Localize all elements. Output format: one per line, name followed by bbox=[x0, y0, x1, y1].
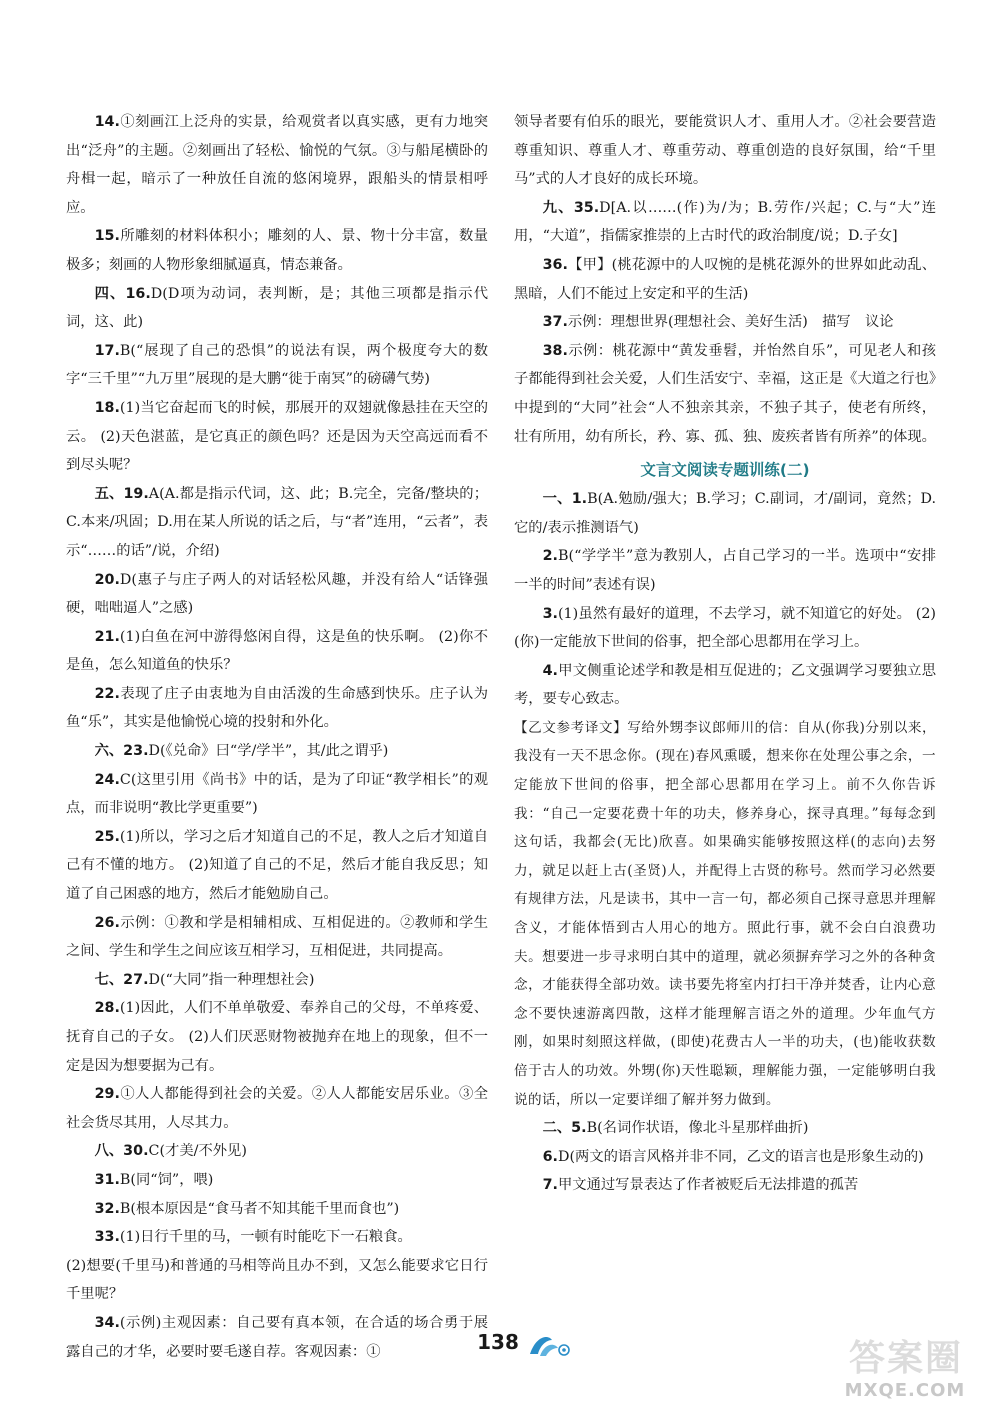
question-number: 22. bbox=[94, 685, 120, 702]
left-answer-item bbox=[66, 966, 488, 995]
reference-translation: 【乙文参考译文】写给外甥李议郎师川的信：自从(你我)分别以来，我没有一天不思念你。(现在)春风熏暖，想来你在处理公事之余，一定能放下世间的俗事，把全部心思都用在学习上。前不久你告诉我：“自己一定要花费十年的功夫，修养身心，探寻真理。”每每念到这句话，我都会(无比)欣喜。如果确实能够按照这样(的志向)去努力，就足以赶上古(圣贤)人，并配得上古贤的称号。然而学习必然要有规律方法，凡是读书，其中一言一句，都必须自己探寻意思并理解含义，才能体悟到古人用心的地方。照此行事，就不会白白浪费功夫。想要进一步寻求明白其中的道理，就必须摒弃学习之外的各种贪念，才能获得全部功效。读书要先将室内打扫干净并焚香，让内心意念不要快速游离四散，这样才能理解言语之外的道理。少年血气方刚，如果时刻照这样做，(即使)花费古人一半的功夫，(也)能收获数倍于古人的功效。外甥(你)天性聪颖，理解能力强，一定能够明白我说的话，所以一定要详细了解并努力做到。 bbox=[514, 719, 936, 1108]
left-column bbox=[66, 108, 488, 1366]
question-number: 九、35. bbox=[542, 199, 600, 216]
question-number: 17. bbox=[94, 342, 120, 359]
question-number: 38. bbox=[542, 342, 568, 359]
left-answer-item bbox=[66, 1252, 488, 1309]
right-answer-item bbox=[514, 600, 936, 657]
answer-text: C(才美/不外见) bbox=[148, 1143, 247, 1160]
question-number: 四、16. bbox=[94, 285, 151, 302]
question-number: 3. bbox=[542, 605, 558, 622]
question-number: 25. bbox=[94, 828, 120, 845]
left-answer-item bbox=[66, 222, 488, 279]
question-number: 18. bbox=[94, 399, 120, 416]
watermark-logo: 答案圈 bbox=[848, 1338, 963, 1379]
right-answer-item bbox=[514, 1143, 936, 1172]
answer-text: B(同“饲”，喂) bbox=[119, 1171, 214, 1188]
answer-text: ①刻画江上泛舟的实景，给观赏者以真实感，更有力地突出“泛舟”的主题。②刻画出了轻松、愉悦的气氛。③与船尾横卧的舟楫一起，暗示了一种放任自流的悠闲境界，跟船头的情景相呼应。 bbox=[66, 114, 488, 216]
right-column-end bbox=[514, 1114, 936, 1200]
left-answer-item bbox=[66, 108, 488, 222]
question-number: 14. bbox=[94, 114, 120, 130]
question-number: 6. bbox=[542, 1148, 558, 1165]
answer-text: D(惠子与庄子两人的对话轻松风趣，并没有给人“话锋强硬，咄咄逼人”之感) bbox=[66, 571, 488, 617]
right-answer-item bbox=[514, 251, 936, 308]
right-answer-item bbox=[514, 542, 936, 599]
question-number: 七、27. bbox=[94, 971, 149, 988]
right-column-bottom bbox=[514, 485, 936, 714]
answer-text: D(两文的语言风格并非不同，乙文的语言也是形象生动的) bbox=[557, 1148, 924, 1165]
question-number: 33. bbox=[94, 1229, 120, 1246]
question-number: 28. bbox=[94, 1000, 120, 1017]
question-number: 20. bbox=[94, 571, 120, 588]
question-number: 4. bbox=[542, 662, 558, 679]
answer-text: (1)虽然有最好的道理，不去学习，就不知道它的好处。 (2)(你)一定能放下世间的俗事，把全部心思都用在学习上。 bbox=[514, 605, 936, 651]
answer-text: B(“学学半”意为教别人，占自己学习的一半。选项中“安排一半的时间”表述有误) bbox=[514, 548, 936, 593]
question-number: 31. bbox=[94, 1171, 120, 1188]
answer-text: ①人人都能得到社会的关爱。②人人都能安居乐业。③全社会货尽其用，人尽其力。 bbox=[66, 1086, 488, 1131]
right-column bbox=[514, 108, 936, 1200]
answer-text: (1)所以，学习之后才知道自己的不足，教人之后才知道自己有不懂的地方。 (2)知道了自己的不足，然后才能自我反思；知道了自己困惑的地方，然后才能勉励自己。 bbox=[66, 828, 488, 903]
left-answer-item bbox=[66, 1223, 488, 1252]
right-answer-item bbox=[514, 485, 936, 542]
left-answer-item bbox=[66, 823, 488, 909]
answer-text: 表现了庄子由衷地为自由活泼的生命感到快乐。庄子认为鱼“乐”，其实是他愉悦心境的投射和外化。 bbox=[66, 685, 488, 731]
right-answer-item bbox=[514, 194, 936, 251]
left-answer-item bbox=[66, 280, 488, 337]
question-number: 一、1. bbox=[542, 491, 588, 508]
question-number: 32. bbox=[94, 1200, 120, 1217]
answer-text: D(《兑命》曰“学/学半”，其/此之谓乎) bbox=[148, 743, 389, 760]
answer-text: D[A.以……(作)为/为；B.劳作/兴起；C.与“大”连用，“大道”，指儒家推崇的上古时代的政治制度/说；D.子女] bbox=[514, 199, 937, 245]
left-answer-item bbox=[66, 909, 488, 966]
question-number: 37. bbox=[542, 314, 568, 331]
question-number: 26. bbox=[94, 914, 120, 931]
answer-text: C(这里引用《尚书》中的话，是为了印证“教学相长”的观点，而非说明“教比学更重要”) bbox=[66, 771, 488, 817]
question-number: 五、19. bbox=[94, 485, 149, 502]
question-number: 八、30. bbox=[94, 1143, 149, 1160]
left-answer-item bbox=[66, 994, 488, 1080]
answer-text: (1)白鱼在河中游得悠闲自得，这是鱼的快乐啊。 (2)你不是鱼，怎么知道鱼的快乐？ bbox=[66, 628, 488, 674]
page-number: 138 bbox=[477, 1330, 519, 1354]
question-number: 24. bbox=[94, 771, 120, 788]
section-title: 文言文阅读专题训练(二) bbox=[640, 461, 810, 480]
answer-text: (1)日行千里的马，一顿有时能吃下一石粮食。 bbox=[119, 1229, 412, 1246]
answer-text: (1)当它奋起而飞的时候，那展开的双翅就像悬挂在天空的云。 (2)天色湛蓝，是它真正的颜色吗？还是因为天空高远而看不到尽头呢？ bbox=[66, 399, 488, 474]
left-answer-item bbox=[66, 337, 488, 394]
right-answer-item bbox=[514, 1171, 936, 1200]
answer-text: 示例：①教和学是相辅相成、互相促进的。②教师和学生之间、学生和学生之间应该互相学习，互相促进，共同提高。 bbox=[66, 914, 488, 960]
right-answer-item bbox=[514, 108, 936, 194]
left-answer-item bbox=[66, 1137, 488, 1166]
left-answer-item bbox=[66, 766, 488, 823]
left-answer-item bbox=[66, 680, 488, 737]
answer-text: B(“展现了自己的恐惧”的说法有误，两个极度夸大的数字“三千里”“九万里”展现的是大鹏“徙于南冥”的磅礴气势) bbox=[66, 342, 488, 388]
answer-text: 甲文侧重论述学和教是相互促进的；乙文强调学习要独立思考，要专心致志。 bbox=[514, 662, 936, 708]
answer-text: 所雕刻的材料体积小；雕刻的人、景、物十分丰富，数量极多；刻画的人物形象细腻逼真，情态兼备。 bbox=[66, 228, 488, 273]
left-answer-item bbox=[66, 480, 488, 566]
left-answer-item bbox=[66, 1080, 488, 1137]
question-number: 2. bbox=[542, 548, 558, 565]
watermark-url: MXQE.COM bbox=[844, 1380, 966, 1401]
question-number: 15. bbox=[94, 228, 120, 245]
right-answer-item bbox=[514, 337, 936, 451]
question-number: 34. bbox=[94, 1314, 120, 1331]
question-number: 29. bbox=[94, 1086, 120, 1103]
right-answer-item bbox=[514, 1114, 936, 1143]
answer-text: (示例)主观因素：自己要有真本领，在合适的场合勇于展露自己的才华，必要时要毛遂自荐。客观因素：① bbox=[66, 1314, 488, 1360]
question-number: 7. bbox=[542, 1177, 558, 1194]
left-answer-item bbox=[66, 1195, 488, 1224]
answer-text: A(A.都是指示代词，这、此；B.完全，完备/整块的；C.本来/巩固；D.用在某人所说的话之后，与“者”连用，“云者”，表示“……的话”/说，介绍) bbox=[66, 485, 489, 559]
answer-text: D(D项为动词，表判断，是；其他三项都是指示代词，这、此) bbox=[66, 285, 488, 331]
left-answer-item bbox=[66, 623, 488, 680]
left-answer-item bbox=[66, 737, 488, 766]
left-answer-item bbox=[66, 566, 488, 623]
answer-text: B(根本原因是“食马者不知其能千里而食也”) bbox=[119, 1200, 400, 1217]
answer-text: (1)因此，人们不单单敬爱、奉养自己的父母，不单疼爱、抚育自己的子女。 (2)人们厌恶财物被抛弃在地上的现象，但不一定是因为想要据为己有。 bbox=[66, 1000, 488, 1074]
answer-text: 示例：理想世界(理想社会、美好生活) 描写 议论 bbox=[567, 314, 894, 331]
answer-text: B(名词作状语，像北斗星那样曲折) bbox=[586, 1120, 809, 1137]
left-answer-item bbox=[66, 394, 488, 480]
right-answer-item bbox=[514, 657, 936, 714]
answer-text: 示例：桃花源中“黄发垂髫，并怡然自乐”，可见老人和孩子都能得到社会关爱，人们生活安宁、幸福，这正是《大道之行也》中提到的“大同”社会“人不独亲其亲，不独子其子，使老有所终，壮有所用，幼有所长，矜、寡、孤、独、废疾者皆有所养”的体现。 bbox=[514, 342, 936, 445]
right-column-top bbox=[514, 108, 936, 451]
question-number: 36. bbox=[542, 256, 568, 273]
left-answer-item bbox=[66, 1309, 488, 1366]
left-answer-item bbox=[66, 1166, 488, 1195]
question-number: 六、23. bbox=[94, 743, 149, 760]
answer-text: D(“大同”指一种理想社会) bbox=[148, 971, 315, 988]
answer-text: 甲文通过写景表达了作者被贬后无法排遣的孤苦 bbox=[557, 1177, 859, 1194]
leaf-swirl-icon bbox=[526, 1330, 572, 1360]
question-number: 21. bbox=[94, 628, 120, 645]
answer-text: (2)想要(千里马)和普通的马相等尚且办不到，又怎么能要求它日行千里呢？ bbox=[66, 1257, 488, 1303]
answer-text: 领导者要有伯乐的眼光，要能赏识人才、重用人才。②社会要营造尊重知识、尊重人才、尊重劳动、尊重创造的良好氛围，给“千里马”式的人才良好的成长环境。 bbox=[514, 114, 936, 188]
answer-text: 【甲】(桃花源中的人叹惋的是桃花源外的世界如此动乱、黑暗，人们不能过上安定和平的生活) bbox=[514, 256, 936, 302]
right-answer-item bbox=[514, 308, 936, 337]
question-number: 二、5. bbox=[542, 1120, 587, 1137]
answer-text: B(A.勉励/强大；B.学习；C.副词，才/副词，竟然；D.它的/表示推测语气) bbox=[514, 491, 936, 536]
